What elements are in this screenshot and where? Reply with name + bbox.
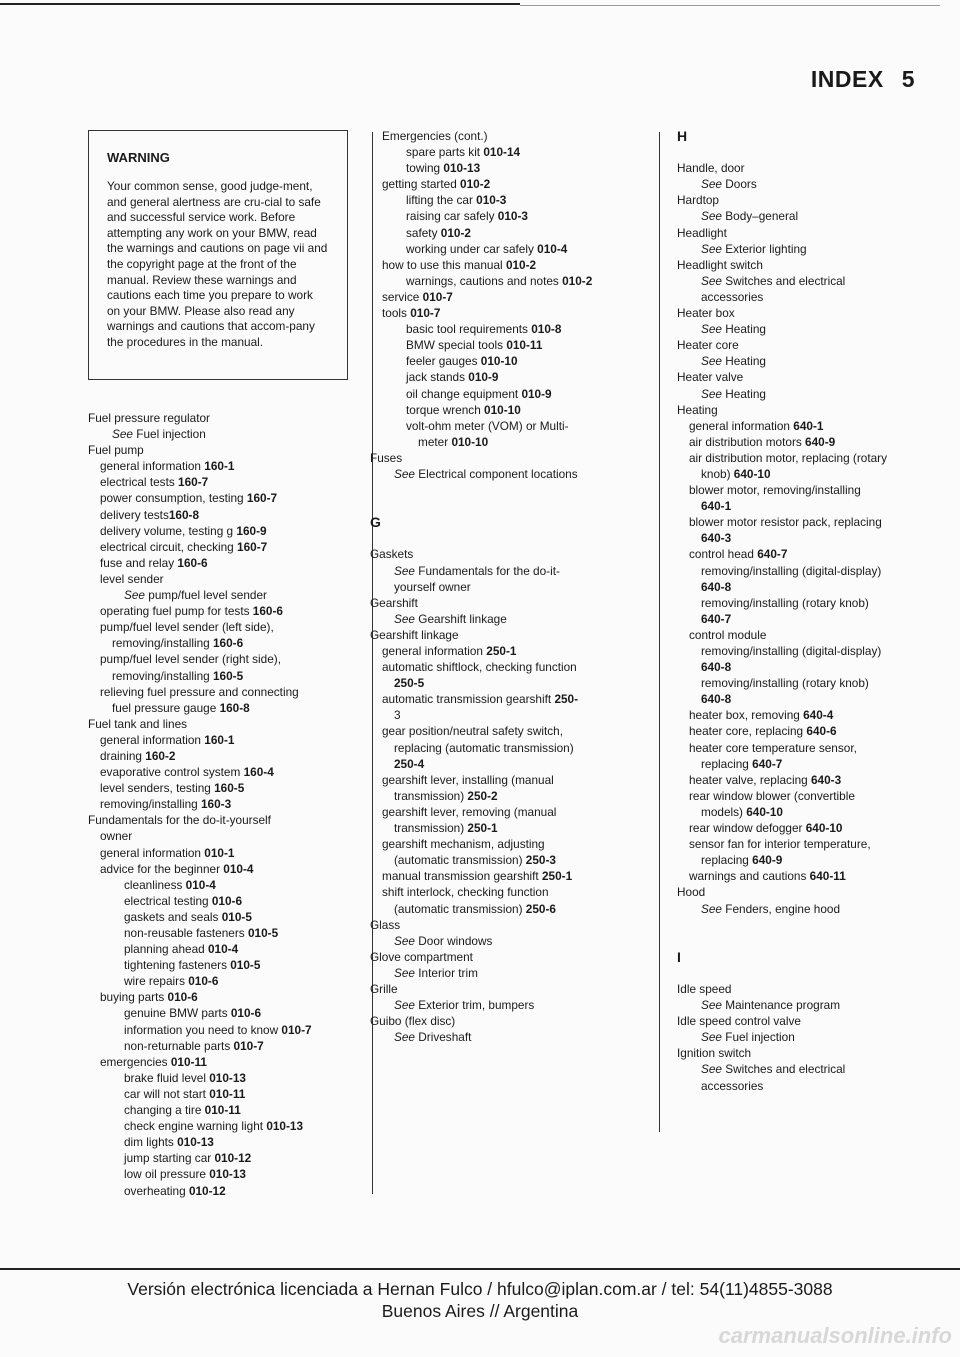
index-entry: 640-8	[701, 660, 732, 675]
index-entry: Emergencies (cont.)	[382, 129, 488, 143]
index-entry: See Heating	[701, 322, 766, 337]
index-entry: replacing 640-7	[701, 756, 783, 771]
index-entry: air distribution motors 640-9	[689, 434, 836, 449]
index-entry: heater core temperature sensor,	[689, 740, 857, 755]
index-entry: blower motor, removing/installing	[689, 483, 861, 498]
spacer	[677, 917, 887, 933]
index-entry: rear window blower (convertible	[689, 788, 855, 803]
index-entry: tools 010-7	[382, 306, 441, 321]
index-entry: relieving fuel pressure and connecting	[100, 684, 299, 699]
index-entry: 640-8	[701, 579, 732, 594]
index-entry: evaporative control system 160-4	[100, 765, 274, 780]
index-entry: control head 640-7	[689, 547, 788, 562]
index-entry: meter 010-10	[418, 434, 489, 449]
index-entry: general information 160-1	[100, 459, 235, 474]
index-entry: Idle speed	[677, 981, 732, 996]
index-entry: non-returnable parts 010-7	[124, 1038, 264, 1053]
index-entry: Fundamentals for the do-it-yourself	[88, 813, 271, 828]
index-entry: transmission) 250-1	[394, 821, 498, 836]
index-entry: Heater valve	[677, 370, 744, 385]
index-entry: 640-1	[701, 499, 732, 514]
index-entry: Glove compartment	[370, 949, 473, 964]
index-entry: BMW special tools 010-11	[406, 338, 543, 353]
index-entry: removing/installing 160-6	[112, 636, 244, 651]
index-entry: 640-3	[701, 531, 732, 546]
index-entry: Handle, door	[677, 161, 745, 176]
index-entry: advice for the beginner 010-4	[100, 861, 254, 876]
index-entry: how to use this manual 010-2	[382, 257, 537, 272]
index-entry: See Switches and electrical	[701, 1062, 846, 1077]
index-entry: 250-4	[394, 756, 425, 771]
index-entry: Gearshift	[370, 595, 418, 610]
index-entry: 640-7	[701, 611, 732, 626]
index-entry: See Fundamentals for the do-it-	[394, 563, 560, 578]
index-entry: See Body–general	[701, 209, 799, 224]
index-entry: 250-5	[394, 676, 425, 691]
index-entry: warnings and cautions 640-11	[689, 869, 846, 884]
spacer	[370, 498, 592, 514]
index-entry: Gaskets	[370, 547, 414, 562]
index-entry: manual transmission gearshift 250-1	[382, 869, 573, 884]
index-column-1	[88, 410, 312, 1199]
index-entry: Fuel tank and lines	[88, 716, 188, 731]
index-entry: dim lights 010-13	[124, 1135, 214, 1150]
index-entry: automatic transmission gearshift 250-	[382, 692, 579, 707]
index-entry: See Switches and electrical	[701, 273, 846, 288]
index-entry: level sender	[100, 571, 164, 586]
index-entry: Guibo (flex disc)	[370, 1014, 456, 1029]
index-entry: car will not start 010-11	[124, 1086, 246, 1101]
warning-box	[88, 130, 348, 380]
index-entry: heater box, removing 640-4	[689, 708, 834, 723]
index-entry: Grille	[370, 981, 398, 996]
index-entry: raising car safely 010-3	[406, 209, 528, 224]
index-entry: control module	[689, 627, 767, 642]
index-entry: delivery volume, testing g 160-9	[100, 523, 267, 538]
index-entry: fuel pressure gauge 160-8	[112, 700, 250, 715]
index-entry: service 010-7	[382, 289, 453, 304]
section-letter: I	[677, 948, 681, 965]
index-entry: removing/installing (digital-display)	[701, 563, 882, 578]
index-entry: (automatic transmission) 250-3	[394, 853, 556, 868]
index-entry: accessories	[701, 289, 764, 304]
index-entry: Heater box	[677, 306, 735, 321]
index-entry: Fuel pressure regulator	[88, 411, 210, 425]
index-entry: See Exterior lighting	[701, 241, 807, 256]
index-entry: draining 160-2	[100, 748, 176, 763]
footer-line-2: Buenos Aires // Argentina	[381, 1301, 579, 1321]
index-entry: spare parts kit 010-14	[406, 145, 521, 160]
index-entry: tightening fasteners 010-5	[124, 958, 261, 973]
index-entry: yourself owner	[394, 579, 471, 594]
index-entry: See Exterior trim, bumpers	[394, 998, 535, 1013]
spacer	[370, 530, 592, 546]
index-entry: See Fenders, engine hood	[701, 901, 841, 916]
index-entry: buying parts 010-6	[100, 990, 198, 1005]
index-entry: overheating 010-12	[124, 1183, 226, 1198]
index-entry: jack stands 010-9	[406, 370, 499, 385]
index-entry: Gearshift linkage	[370, 627, 459, 642]
index-entry: accessories	[701, 1078, 764, 1093]
index-entry: removing/installing (rotary knob)	[701, 595, 869, 610]
index-entry: changing a tire 010-11	[124, 1103, 241, 1118]
index-entry: replacing (automatic transmission)	[394, 740, 574, 755]
index-entry: volt-ohm meter (VOM) or Multi-	[406, 418, 569, 433]
index-entry: electrical testing 010-6	[124, 893, 243, 908]
index-entry: working under car safely 010-4	[406, 241, 568, 256]
index-entry: shift interlock, checking function	[382, 885, 549, 900]
index-entry: electrical circuit, checking 160-7	[100, 539, 268, 554]
section-letter: G	[370, 514, 381, 531]
index-entry: Idle speed control valve	[677, 1014, 801, 1029]
index-entry: removing/installing 160-5	[112, 668, 244, 683]
index-entry: See Door windows	[394, 933, 493, 948]
index-entry: rear window defogger 640-10	[689, 821, 843, 836]
index-entry: general information 640-1	[689, 418, 824, 433]
index-entry: Fuses	[370, 450, 403, 465]
index-entry: wire repairs 010-6	[124, 974, 219, 989]
index-entry: See Electrical component locations	[394, 466, 578, 481]
spacer	[370, 482, 592, 498]
index-entry: warnings, cautions and notes 010-2	[406, 273, 593, 288]
index-entry: basic tool requirements 010-8	[406, 322, 562, 337]
index-entry: heater valve, replacing 640-3	[689, 772, 842, 787]
index-entry: emergencies 010-11	[100, 1054, 207, 1069]
index-entry: Ignition switch	[677, 1046, 752, 1061]
license-footer	[0, 1268, 960, 1322]
index-entry: replacing 640-9	[701, 853, 783, 868]
index-entry: non-reusable fasteners 010-5	[124, 926, 279, 940]
index-entry: brake fluid level 010-13	[124, 1070, 246, 1085]
index-entry: Hardtop	[677, 193, 719, 208]
index-entry: 3	[394, 708, 401, 723]
index-entry: heater core, replacing 640-6	[689, 724, 837, 739]
index-entry: Hood	[677, 885, 706, 900]
index-column-3	[677, 128, 887, 1094]
index-entry: See Fuel injection	[701, 1030, 795, 1045]
spacer	[677, 933, 887, 949]
index-entry: automatic shiftlock, checking function	[382, 660, 577, 675]
index-entry: See pump/fuel level sender	[124, 588, 267, 603]
index-entry: models) 640-10	[701, 804, 783, 819]
index-entry: oil change equipment 010-9	[406, 386, 552, 401]
spacer	[677, 965, 887, 981]
footer-line-1: Versión electrónica licenciada a Hernan Fulco / hfulco@iplan.com.ar / tel: 54(11)4855-3088	[127, 1279, 833, 1299]
index-entry: general information 250-1	[382, 644, 517, 658]
index-entry: power consumption, testing 160-7	[100, 491, 278, 506]
index-entry: operating fuel pump for tests 160-6	[100, 604, 283, 619]
index-entry: gearshift mechanism, adjusting	[382, 837, 545, 852]
index-entry: (automatic transmission) 250-6	[394, 901, 556, 916]
top-rule	[0, 3, 520, 5]
index-entry: Glass	[370, 917, 401, 932]
warning-body: Your common sense, good judge-ment, and general alertness are cru-cial to safe and successful service work. Before attempting any work on your BMW, read the warnings and cautions on page vii and the copyright page at the front of the manual. Review these warnings and cautions each time you prepare to work on your BMW. Please also read any warnings and cautions that accom-pany the procedures in the manual.	[107, 179, 328, 349]
index-entry: air distribution motor, replacing (rotary	[689, 450, 888, 465]
index-entry: check engine warning light 010-13	[124, 1119, 304, 1134]
index-entry: gaskets and seals 010-5	[124, 909, 252, 924]
index-entry: planning ahead 010-4	[124, 942, 239, 957]
index-column-2	[370, 128, 592, 1045]
index-entry: Heating	[677, 402, 718, 417]
index-entry: See Maintenance program	[701, 998, 841, 1013]
index-entry: gear position/neutral safety switch,	[382, 724, 563, 739]
index-entry: general information 010-1	[100, 845, 235, 860]
index-entry: lifting the car 010-3	[406, 193, 507, 208]
index-entry: general information 160-1	[100, 732, 235, 747]
index-entry: removing/installing (digital-display)	[701, 644, 882, 658]
index-entry: sensor fan for interior temperature,	[689, 837, 871, 852]
index-entry: knob) 640-10	[701, 466, 771, 481]
index-entry: pump/fuel level sender (left side),	[100, 620, 274, 635]
index-entry: pump/fuel level sender (right side),	[100, 652, 281, 667]
index-entry: genuine BMW parts 010-6	[124, 1006, 262, 1021]
index-entry: electrical tests 160-7	[100, 475, 209, 490]
top-rule-thin	[520, 5, 940, 6]
index-entry: Headlight	[677, 225, 727, 240]
index-title: INDEX	[810, 66, 884, 92]
page-header	[811, 66, 915, 93]
index-entry: gearshift lever, removing (manual	[382, 804, 557, 819]
section-letter: H	[677, 128, 688, 144]
column-divider-2	[659, 132, 660, 1132]
index-entry: See Doors	[701, 177, 757, 192]
index-entry: See Interior trim	[394, 965, 478, 980]
index-entry: Headlight switch	[677, 257, 763, 272]
index-entry: low oil pressure 010-13	[124, 1167, 246, 1182]
index-entry: See Gearshift linkage	[394, 611, 507, 626]
index-entry: cleanliness 010-4	[124, 877, 216, 892]
index-entry: blower motor resistor pack, replacing	[689, 515, 882, 530]
spacer	[677, 144, 887, 160]
index-entry: See Heating	[701, 354, 766, 369]
index-entry: delivery tests160-8	[100, 507, 200, 522]
index-entry: information you need to know 010-7	[124, 1022, 312, 1037]
index-entry: See Fuel injection	[112, 427, 206, 442]
index-entry: feeler gauges 010-10	[406, 354, 518, 369]
index-entry: getting started 010-2	[382, 177, 491, 192]
watermark-logo: carmanualsonline.info	[718, 1323, 952, 1348]
index-entry: safety 010-2	[406, 225, 471, 240]
index-entry: fuse and relay 160-6	[100, 555, 208, 570]
index-entry: Fuel pump	[88, 443, 144, 458]
index-entry: level senders, testing 160-5	[100, 781, 245, 796]
index-entry: transmission) 250-2	[394, 788, 498, 803]
index-entry: owner	[100, 829, 133, 844]
index-entry: towing 010-13	[406, 161, 481, 176]
index-entry: See Driveshaft	[394, 1030, 472, 1045]
index-entry: jump starting car 010-12	[124, 1151, 252, 1166]
index-entry: 640-8	[701, 692, 732, 707]
index-entry: See Heating	[701, 386, 766, 401]
index-entry: removing/installing (rotary knob)	[701, 676, 869, 691]
index-entry: removing/installing 160-3	[100, 797, 232, 812]
page-number: 5	[901, 66, 915, 92]
index-entry: Heater core	[677, 338, 739, 353]
warning-title: WARNING	[107, 150, 170, 165]
index-entry: torque wrench 010-10	[406, 402, 521, 417]
index-entry: gearshift lever, installing (manual	[382, 772, 554, 787]
